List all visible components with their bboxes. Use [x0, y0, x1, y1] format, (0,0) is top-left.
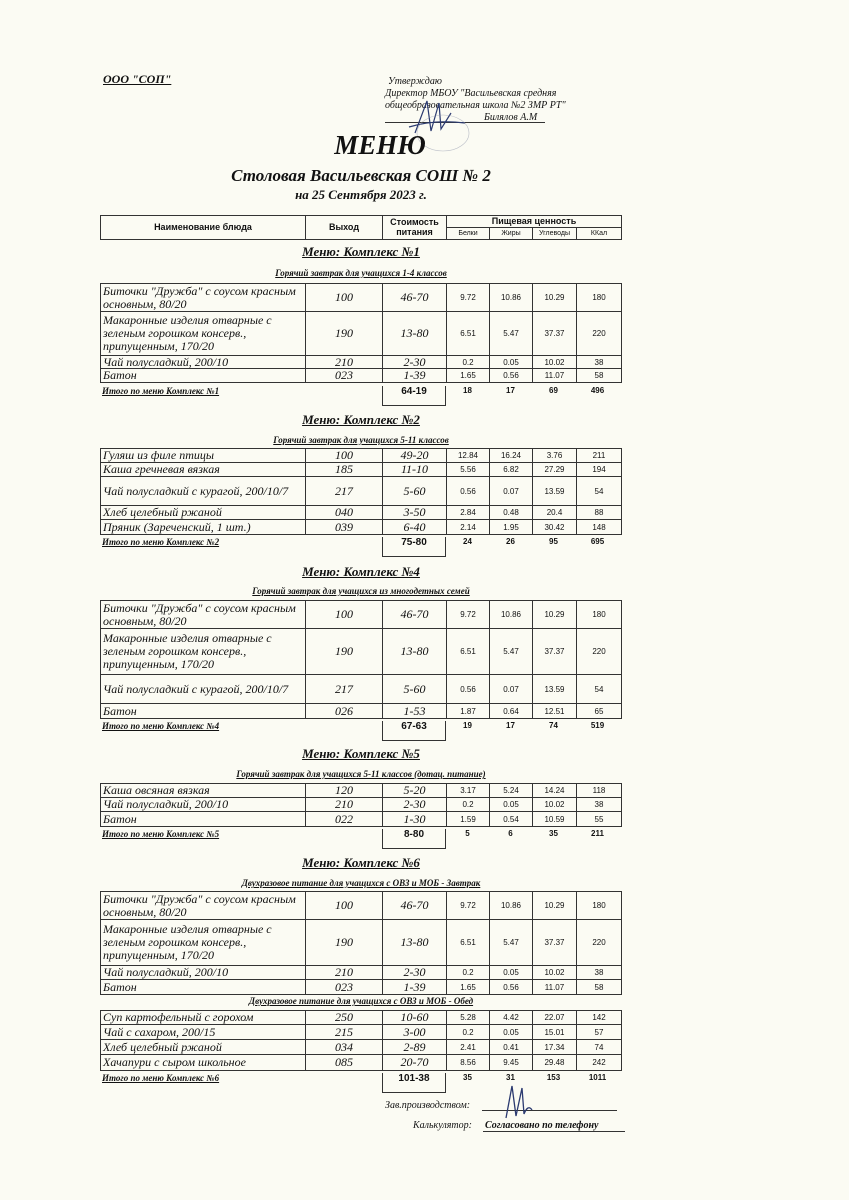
dish-kcal: 180: [592, 610, 606, 619]
dish-kcal: 54: [594, 486, 604, 496]
production-label: Зав.производством:: [385, 1100, 471, 1111]
approval-line-2: Директор МБОУ "Васильевская средняя: [385, 88, 557, 99]
complex-1-title: Меню: Комплекс №1: [302, 244, 420, 259]
dish-carbs: 12.51: [533, 704, 577, 718]
total-u: 74: [549, 721, 558, 730]
calculator-value: Согласовано по телефону: [483, 1120, 625, 1132]
dish-name: Биточки "Дружба" с соусом красным основным, 80/20: [101, 601, 306, 628]
dish-name: Макаронные изделия отварные с зеленым горошком консерв., припущенным, 170/20: [101, 629, 306, 674]
dish-fats: 0.05: [490, 356, 533, 368]
dish-proteins: 0.2: [447, 356, 490, 368]
dish-proteins: 6.51: [447, 920, 490, 965]
dish-price: 1-39: [383, 980, 447, 994]
dish-output: 190: [306, 629, 383, 674]
dish-proteins: 5.56: [447, 463, 490, 476]
complex-6-section-breakfast: Двухразовое питание для учащихся с ОВЗ и МОБ - Завтрак: [241, 878, 481, 888]
total-price: 8-80: [382, 829, 446, 849]
table-row: [100, 704, 622, 719]
dish-price: 5-60: [383, 675, 447, 703]
dish-name: Чай полусладкий с курагой, 200/10/7: [101, 675, 306, 703]
dish-carbs: 10.02: [533, 798, 577, 811]
total-b: 5: [465, 829, 470, 838]
approval-line-3: общеобразовательная школа №2 ЗМР РТ": [385, 100, 566, 111]
dish-fats: 10.86: [490, 284, 533, 311]
dish-proteins: 1.59: [447, 812, 490, 826]
dish-price: 10-60: [383, 1011, 447, 1024]
complex-1-section: Горячий завтрак для учащихся 1-4 классов: [275, 268, 447, 278]
total-row: [100, 829, 622, 841]
table-row: [100, 675, 622, 704]
table-row: [100, 312, 622, 356]
dish-carbs: 37.37: [533, 312, 577, 355]
dish-output: 100: [306, 284, 383, 311]
dish-name: Батон: [101, 369, 306, 382]
complex-5-title: Меню: Комплекс №5: [302, 746, 420, 761]
table-row: [100, 966, 622, 980]
dish-output: 120: [306, 784, 383, 797]
dish-kcal: 38: [594, 968, 604, 977]
dish-proteins: 5.28: [447, 1011, 490, 1024]
dish-name: Макаронные изделия отварные с зеленым горошком консерв., припущенным, 170/20: [101, 920, 306, 965]
dish-output: 185: [306, 463, 383, 476]
table-row: [100, 629, 622, 675]
table-row: [100, 463, 622, 477]
table-row: [100, 600, 622, 629]
complex-6-section-lunch: Двухразовое питание для учащихся с ОВЗ и МОБ - Обед: [248, 996, 474, 1006]
dish-fats: 0.56: [490, 369, 533, 382]
dish-price: 1-53: [383, 704, 447, 718]
dish-name: Батон: [101, 980, 306, 994]
table-row: [100, 283, 622, 312]
dish-price: 13-80: [383, 920, 447, 965]
dish-output: 085: [306, 1055, 383, 1070]
dish-output: 026: [306, 704, 383, 718]
total-z: 17: [506, 386, 515, 395]
dish-kcal: 180: [592, 293, 606, 302]
director-name: Билялов А.М: [484, 112, 538, 123]
dish-proteins: 6.51: [447, 312, 490, 355]
header-price: [383, 216, 447, 239]
total-k: 1011: [588, 1073, 607, 1082]
dish-price: 2-30: [383, 966, 447, 979]
page-title: МЕНЮ: [334, 130, 426, 160]
dish-carbs: 11.07: [533, 369, 577, 382]
dish-kcal: 180: [592, 901, 606, 910]
dish-proteins: 9.72: [447, 892, 490, 919]
table-row: [100, 1055, 622, 1071]
complex-2-section: Горячий завтрак для учащихся 5-11 классов: [273, 435, 449, 445]
dish-proteins: 1.65: [447, 980, 490, 994]
total-k: 695: [590, 537, 605, 546]
dish-fats: 10.86: [490, 892, 533, 919]
dish-fats: 1.95: [490, 520, 533, 534]
dish-kcal: 74: [594, 1042, 604, 1052]
dish-fats: 0.56: [490, 980, 533, 994]
dish-output: 190: [306, 312, 383, 355]
dish-carbs: 13.59: [533, 477, 577, 505]
dish-name: Пряник (Зареченский, 1 шт.): [101, 520, 306, 534]
dish-output: 210: [306, 356, 383, 368]
total-price: 75-80: [382, 537, 446, 557]
dish-price: 2-30: [383, 798, 447, 811]
dish-fats: 0.07: [490, 675, 533, 703]
dish-price: 46-70: [383, 601, 447, 628]
dish-kcal: 58: [594, 982, 604, 992]
dish-name: Батон: [101, 704, 306, 718]
dish-carbs: 37.37: [533, 920, 577, 965]
total-b: 18: [463, 386, 472, 395]
table-header: [100, 215, 622, 240]
dish-proteins: 3.17: [447, 784, 490, 797]
menu-date: на 25 Сентября 2023 г.: [295, 187, 427, 202]
table-row: [100, 356, 622, 369]
dish-name: Чай полусладкий, 200/10: [101, 966, 306, 979]
dish-name: Гуляш из филе птицы: [101, 449, 306, 462]
dish-fats: 5.47: [490, 920, 533, 965]
calculator-label: Калькулятор:: [413, 1120, 472, 1131]
dish-proteins: 6.51: [447, 629, 490, 674]
dish-output: 217: [306, 675, 383, 703]
dish-carbs: 10.59: [533, 812, 577, 826]
dish-proteins: 0.56: [447, 675, 490, 703]
total-b: 19: [463, 721, 472, 730]
dish-proteins: 2.84: [447, 506, 490, 519]
total-price: 67-63: [382, 721, 446, 741]
dish-output: 100: [306, 601, 383, 628]
dish-proteins: 8.56: [447, 1055, 490, 1070]
dish-fats: 0.41: [490, 1040, 533, 1054]
dish-output: 039: [306, 520, 383, 534]
total-b: 35: [463, 1073, 472, 1082]
dish-proteins: 12.84: [447, 449, 490, 462]
dish-output: 215: [306, 1025, 383, 1039]
dish-price: 20-70: [383, 1055, 447, 1070]
header-carbs: Углеводы: [533, 228, 577, 239]
dish-fats: 0.07: [490, 477, 533, 505]
dish-output: 100: [306, 449, 383, 462]
dish-proteins: 0.2: [447, 966, 490, 979]
dish-carbs: 29.48: [533, 1055, 577, 1070]
table-row: [100, 812, 622, 827]
total-z: 17: [506, 721, 515, 730]
dish-kcal: 38: [594, 800, 604, 809]
header-kcal: ККал: [590, 230, 608, 237]
header-nutrition: Пищевая ценность: [447, 216, 621, 228]
table-row: [100, 448, 622, 463]
dish-kcal: 220: [592, 329, 606, 338]
dish-carbs: 13.59: [533, 675, 577, 703]
dish-price: 1-30: [383, 812, 447, 826]
dish-output: 190: [306, 920, 383, 965]
dish-fats: 6.82: [490, 463, 533, 476]
dish-kcal: 194: [592, 465, 606, 474]
dish-price: 5-60: [383, 477, 447, 505]
dish-kcal: 118: [592, 786, 606, 795]
dish-proteins: 0.2: [447, 798, 490, 811]
dish-carbs: 10.29: [533, 892, 577, 919]
table-row: [100, 798, 622, 812]
dish-kcal: 57: [594, 1027, 604, 1037]
dish-carbs: 11.07: [533, 980, 577, 994]
dish-name: Чай полусладкий с курагой, 200/10/7: [101, 477, 306, 505]
dish-price: 2-89: [383, 1040, 447, 1054]
dish-output: 100: [306, 892, 383, 919]
table-row: [100, 520, 622, 535]
total-z: 6: [508, 829, 513, 838]
dish-carbs: 3.76: [533, 449, 577, 462]
header-proteins: Белки: [447, 228, 490, 239]
dish-name: Чай с сахаром, 200/15: [101, 1025, 306, 1039]
complex-4-section: Горячий завтрак для учащихся из многодетных семей: [252, 586, 470, 596]
dish-output: 210: [306, 966, 383, 979]
dish-price: 11-10: [383, 463, 447, 476]
dish-name: Каша овсяная вязкая: [101, 784, 306, 797]
dish-fats: 9.45: [490, 1055, 533, 1070]
dish-carbs: 10.29: [533, 601, 577, 628]
header-price-line-2: питания: [396, 227, 433, 237]
table-row: [100, 920, 622, 966]
total-k: 211: [591, 829, 604, 838]
total-label: Итого по меню Комплекс №6: [102, 1073, 220, 1083]
dish-output: 022: [306, 812, 383, 826]
dish-kcal: 55: [594, 814, 604, 824]
dish-name: Макаронные изделия отварные с зеленым горошком консерв., припущенным, 170/20: [101, 312, 306, 355]
dish-fats: 4.42: [490, 1011, 533, 1024]
dish-carbs: 30.42: [533, 520, 577, 534]
total-k: 519: [590, 721, 605, 730]
dish-kcal: 142: [592, 1013, 606, 1022]
complex-2-title: Меню: Комплекс №2: [302, 412, 420, 427]
dish-fats: 0.05: [490, 798, 533, 811]
dish-name: Хлеб целебный ржаной: [101, 506, 306, 519]
dish-fats: 5.47: [490, 629, 533, 674]
canteen-name: Столовая Васильевская СОШ № 2: [231, 166, 491, 185]
dish-fats: 10.86: [490, 601, 533, 628]
approval-title: Утверждаю: [388, 76, 442, 87]
header-dish-name: Наименование блюда: [101, 216, 306, 239]
total-u: 95: [549, 537, 558, 546]
dish-fats: 0.64: [490, 704, 533, 718]
dish-name: Биточки "Дружба" с соусом красным основным, 80/20: [101, 892, 306, 919]
dish-carbs: 22.07: [533, 1011, 577, 1024]
header-fats: Жиры: [490, 228, 533, 239]
dish-name: Чай полусладкий, 200/10: [101, 356, 306, 368]
table-row: [100, 1025, 622, 1040]
organization-name: ООО "СОП": [103, 72, 172, 86]
total-u: 153: [546, 1073, 561, 1082]
dish-output: 034: [306, 1040, 383, 1054]
total-k: 496: [590, 386, 605, 395]
dish-name: Суп картофельный с горохом: [101, 1011, 306, 1024]
total-row: [100, 721, 622, 733]
dish-fats: 16.24: [490, 449, 533, 462]
dish-proteins: 9.72: [447, 284, 490, 311]
total-label: Итого по меню Комплекс №2: [102, 537, 220, 547]
total-u: 69: [549, 386, 558, 395]
dish-name: Батон: [101, 812, 306, 826]
dish-proteins: 0.56: [447, 477, 490, 505]
production-signature: [498, 1080, 538, 1125]
dish-proteins: 1.65: [447, 369, 490, 382]
total-label: Итого по меню Комплекс №5: [102, 829, 220, 839]
dish-output: 023: [306, 369, 383, 382]
dish-carbs: 20.4: [533, 506, 577, 519]
dish-price: 46-70: [383, 892, 447, 919]
dish-kcal: 220: [592, 647, 606, 656]
table-row: [100, 506, 622, 520]
dish-name: Биточки "Дружба" с соусом красным основным, 80/20: [101, 284, 306, 311]
dish-kcal: 65: [594, 706, 604, 716]
dish-carbs: 17.34: [533, 1040, 577, 1054]
dish-name: Хачапури с сыром школьное: [101, 1055, 306, 1070]
dish-proteins: 1.87: [447, 704, 490, 718]
dish-fats: 0.05: [490, 1025, 533, 1039]
dish-price: 46-70: [383, 284, 447, 311]
complex-6-title: Меню: Комплекс №6: [302, 855, 420, 870]
complex-5-section: Горячий завтрак для учащихся 5-11 классов (дотац. питание): [236, 769, 486, 779]
total-price: 101-38: [382, 1073, 446, 1093]
table-row: [100, 980, 622, 995]
table-row: [100, 783, 622, 798]
total-u: 35: [549, 829, 558, 838]
dish-kcal: 58: [594, 371, 604, 380]
header-output: Выход: [306, 216, 383, 239]
dish-output: 023: [306, 980, 383, 994]
dish-kcal: 38: [594, 357, 604, 367]
table-row: [100, 477, 622, 506]
total-label: Итого по меню Комплекс №4: [102, 721, 220, 731]
dish-kcal: 220: [592, 938, 606, 947]
dish-carbs: 37.37: [533, 629, 577, 674]
total-label: Итого по меню Комплекс №1: [102, 386, 220, 396]
dish-fats: 0.48: [490, 506, 533, 519]
total-row: [100, 537, 622, 549]
dish-carbs: 14.24: [533, 784, 577, 797]
total-z: 31: [506, 1073, 515, 1082]
dish-carbs: 10.02: [533, 356, 577, 368]
dish-carbs: 27.29: [533, 463, 577, 476]
dish-proteins: 9.72: [447, 601, 490, 628]
dish-price: 5-20: [383, 784, 447, 797]
table-row: [100, 1040, 622, 1055]
table-row: [100, 369, 622, 383]
total-price: 64-19: [382, 386, 446, 406]
dish-price: 3-50: [383, 506, 447, 519]
dish-fats: 0.05: [490, 966, 533, 979]
table-row: [100, 891, 622, 920]
dish-output: 040: [306, 506, 383, 519]
dish-proteins: 2.14: [447, 520, 490, 534]
dish-price: 13-80: [383, 629, 447, 674]
complex-4-title: Меню: Комплекс №4: [302, 564, 420, 579]
dish-proteins: 2.41: [447, 1040, 490, 1054]
dish-kcal: 211: [592, 451, 606, 460]
dish-proteins: 0.2: [447, 1025, 490, 1039]
dish-name: Чай полусладкий, 200/10: [101, 798, 306, 811]
dish-price: 49-20: [383, 449, 447, 462]
dish-fats: 5.47: [490, 312, 533, 355]
dish-price: 1-39: [383, 369, 447, 382]
dish-kcal: 148: [592, 522, 606, 532]
dish-fats: 5.24: [490, 784, 533, 797]
dish-carbs: 15.01: [533, 1025, 577, 1039]
total-row: [100, 386, 622, 398]
dish-output: 217: [306, 477, 383, 505]
total-row: [100, 1073, 622, 1085]
dish-kcal: 242: [592, 1058, 606, 1067]
dish-kcal: 88: [594, 508, 604, 517]
dish-kcal: 54: [594, 684, 604, 694]
dish-price: 2-30: [383, 356, 447, 368]
dish-name: Хлеб целебный ржаной: [101, 1040, 306, 1054]
table-row: [100, 1010, 622, 1025]
dish-carbs: 10.29: [533, 284, 577, 311]
dish-price: 6-40: [383, 520, 447, 534]
dish-price: 3-00: [383, 1025, 447, 1039]
total-z: 26: [506, 537, 515, 546]
dish-price: 13-80: [383, 312, 447, 355]
dish-output: 250: [306, 1011, 383, 1024]
header-price-line-1: Стоимость: [390, 217, 439, 227]
dish-fats: 0.54: [490, 812, 533, 826]
dish-name: Каша гречневая вязкая: [101, 463, 306, 476]
dish-output: 210: [306, 798, 383, 811]
total-b: 24: [463, 537, 472, 546]
dish-carbs: 10.02: [533, 966, 577, 979]
